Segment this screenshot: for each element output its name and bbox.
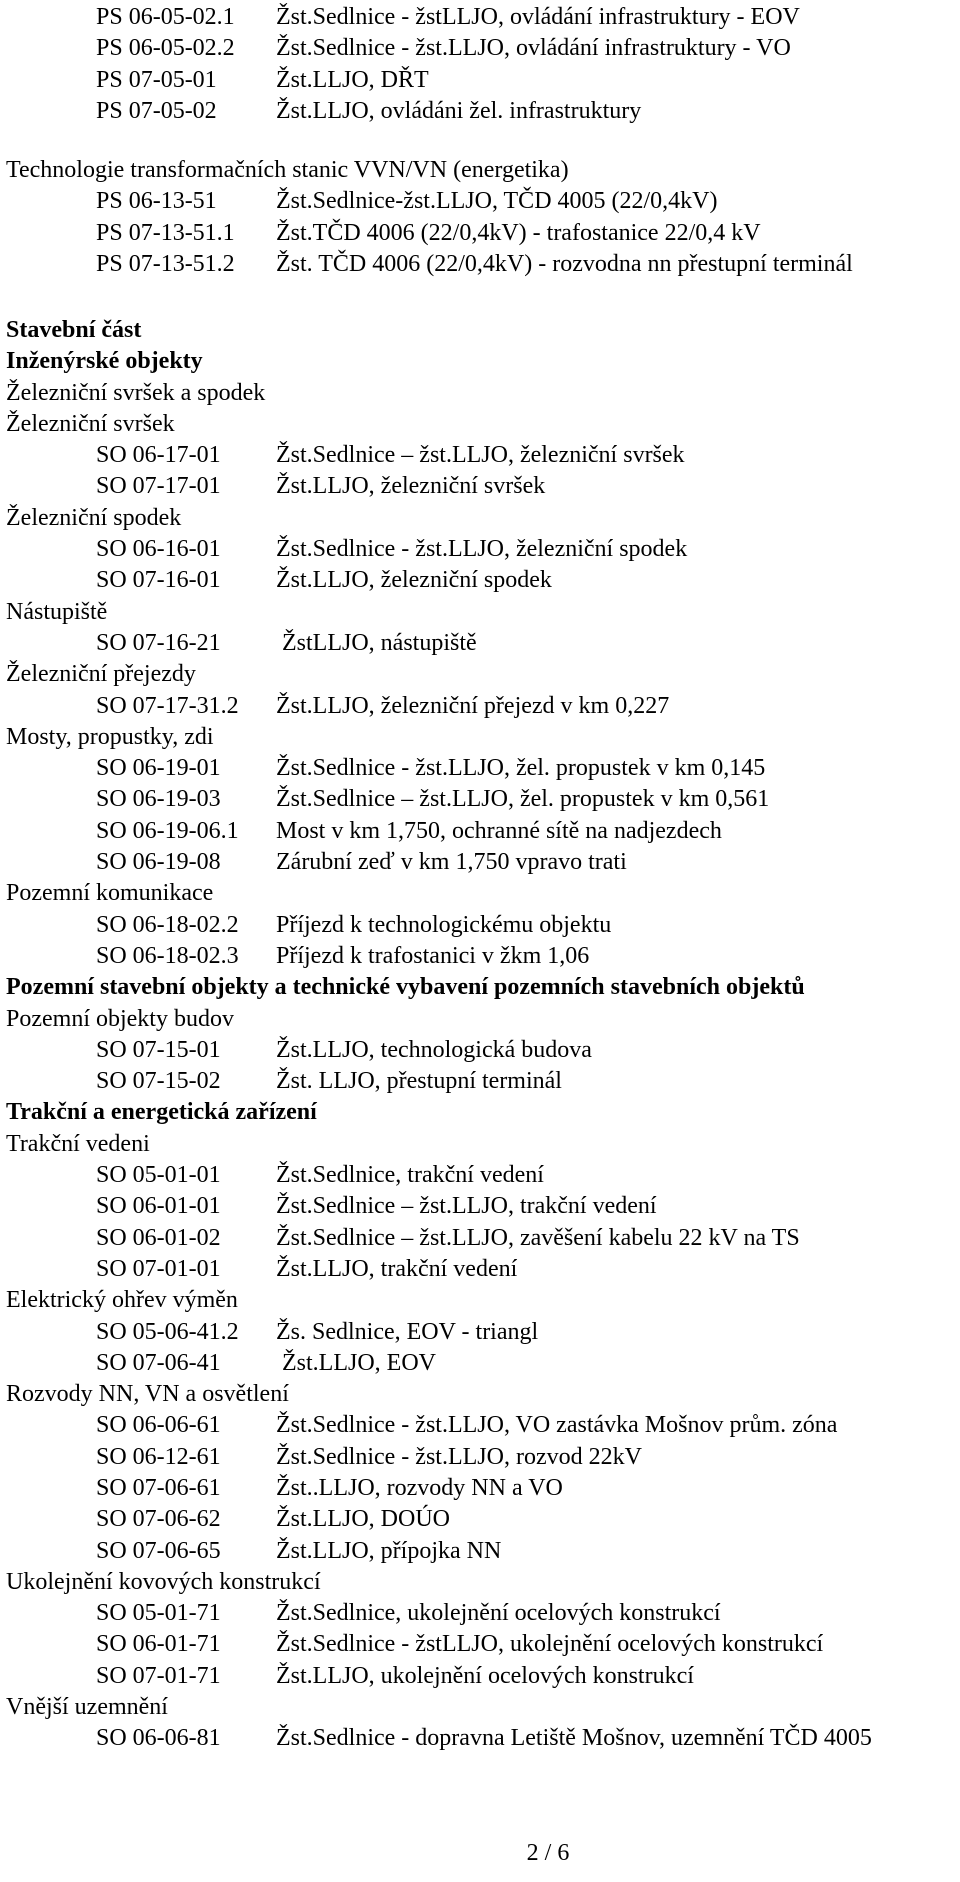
item-description: Žst.LLJO, technologická budova bbox=[276, 1036, 592, 1063]
object-row bbox=[0, 1035, 960, 1066]
item-description: Zárubní zeď v km 1,750 vpravo trati bbox=[276, 849, 627, 876]
subsection-heading: Pozemní komunikace bbox=[6, 880, 214, 907]
item-code: SO 06-16-01 bbox=[96, 536, 221, 563]
top-row bbox=[0, 2, 960, 33]
object-row bbox=[0, 1254, 960, 1285]
object-row bbox=[0, 1473, 960, 1504]
subsection-heading: Trakční vedeni bbox=[6, 1130, 150, 1157]
tech-row bbox=[0, 218, 960, 249]
item-code: SO 07-17-31.2 bbox=[96, 692, 239, 719]
top-row bbox=[0, 33, 960, 64]
item-code: SO 07-06-41 bbox=[96, 1349, 221, 1376]
object-row bbox=[0, 1160, 960, 1191]
object-row bbox=[0, 1629, 960, 1660]
item-description: Žst. TČD 4006 (22/0,4kV) - rozvodna nn přestupní terminál bbox=[276, 250, 853, 277]
item-code: SO 06-06-81 bbox=[96, 1725, 221, 1752]
subsection-heading: Ukolejnění kovových konstrukcí bbox=[6, 1568, 321, 1595]
object-row bbox=[0, 1223, 960, 1254]
item-description: Žst.Sedlnice - žst.LLJO, VO zastávka Mošnov prům. zóna bbox=[276, 1412, 838, 1439]
item-description: Žst.Sedlnice - žstLLJO, ukolejnění ocelových konstrukcí bbox=[276, 1631, 824, 1658]
item-code: SO 06-18-02.3 bbox=[96, 942, 239, 969]
item-code: SO 05-01-71 bbox=[96, 1600, 221, 1627]
top-row bbox=[0, 96, 960, 127]
section-heading: Pozemní stavební objekty a technické vybavení pozemních stavebních objektů bbox=[6, 974, 805, 1001]
section-heading: Trakční a energetická zařízení bbox=[6, 1099, 317, 1126]
object-row bbox=[0, 471, 960, 502]
item-code: PS 06-05-02.2 bbox=[96, 35, 235, 62]
item-code: SO 07-16-01 bbox=[96, 567, 221, 594]
item-code: SO 06-01-71 bbox=[96, 1631, 221, 1658]
object-row bbox=[0, 1191, 960, 1222]
item-code: SO 06-12-61 bbox=[96, 1443, 221, 1470]
top-row bbox=[0, 65, 960, 96]
item-code: SO 06-17-01 bbox=[96, 442, 221, 469]
item-description: Příjezd k trafostanici v žkm 1,06 bbox=[276, 942, 590, 969]
item-code: SO 07-17-01 bbox=[96, 473, 221, 500]
item-code: SO 06-19-08 bbox=[96, 849, 221, 876]
object-row bbox=[0, 1348, 960, 1379]
item-code: SO 07-06-62 bbox=[96, 1506, 221, 1533]
object-row bbox=[0, 816, 960, 847]
subsection-heading: Železniční přejezdy bbox=[6, 661, 196, 688]
item-description: ŽstLLJO, nástupiště bbox=[276, 629, 477, 656]
item-description: Žst.LLJO, trakční vedení bbox=[276, 1255, 518, 1282]
item-code: SO 06-06-61 bbox=[96, 1412, 221, 1439]
item-description: Žst.LLJO, přípojka NN bbox=[276, 1537, 502, 1564]
object-row bbox=[0, 847, 960, 878]
object-row bbox=[0, 1598, 960, 1629]
item-description: Žst.Sedlnice – žst.LLJO, zavěšení kabelu 22 kV na TS bbox=[276, 1224, 800, 1251]
item-description: Žst.Sedlnice-žst.LLJO, TČD 4005 (22/0,4kV) bbox=[276, 188, 718, 215]
item-code: SO 07-15-02 bbox=[96, 1068, 221, 1095]
item-description: Žst.LLJO, ukolejnění ocelových konstrukcí bbox=[276, 1662, 694, 1689]
item-description: Žst.Sedlnice, trakční vedení bbox=[276, 1162, 544, 1189]
item-code: PS 06-05-02.1 bbox=[96, 4, 235, 30]
object-list bbox=[0, 315, 960, 1755]
item-description: Žst.Sedlnice - žst.LLJO, žel. propustek v km 0,145 bbox=[276, 755, 766, 782]
subsection-heading: Mosty, propustky, zdi bbox=[6, 723, 214, 750]
item-description: Žst.LLJO, EOV bbox=[276, 1349, 436, 1376]
subsection-heading: Vnější uzemnění bbox=[6, 1694, 168, 1721]
item-code: SO 06-19-01 bbox=[96, 755, 221, 782]
tech-section bbox=[0, 155, 960, 280]
object-row bbox=[0, 1723, 960, 1754]
item-description: Žst.LLJO, železniční spodek bbox=[276, 567, 552, 594]
subsection-heading: Rozvody NN, VN a osvětlení bbox=[6, 1381, 289, 1408]
item-description: Žst.LLJO, železniční svršek bbox=[276, 473, 546, 500]
item-code: PS 07-13-51.2 bbox=[96, 250, 235, 277]
object-row bbox=[0, 565, 960, 596]
object-row bbox=[0, 910, 960, 941]
section-heading: Inženýrské objekty bbox=[6, 348, 203, 375]
item-description: Žs. Sedlnice, EOV - triangl bbox=[276, 1318, 539, 1345]
item-code: PS 07-13-51.1 bbox=[96, 219, 235, 246]
object-row bbox=[0, 534, 960, 565]
item-description: Most v km 1,750, ochranné sítě na nadjezdech bbox=[276, 817, 722, 844]
subsection-heading: Pozemní objekty budov bbox=[6, 1005, 234, 1032]
item-description: Žst.Sedlnice - žst.LLJO, ovládání infrastruktury - VO bbox=[276, 35, 791, 62]
item-code: SO 06-01-02 bbox=[96, 1224, 221, 1251]
object-row bbox=[0, 784, 960, 815]
item-code: SO 07-01-71 bbox=[96, 1662, 221, 1689]
object-row bbox=[0, 691, 960, 722]
subsection-heading: Železniční svršek a spodek bbox=[6, 379, 266, 406]
section-heading: Technologie transformačních stanic VVN/VN (energetika) bbox=[6, 157, 569, 183]
subsection-heading: Nástupiště bbox=[6, 598, 108, 625]
item-description: Žst.Sedlnice – žst.LLJO, železniční svršek bbox=[276, 442, 685, 469]
object-row bbox=[0, 753, 960, 784]
item-code: SO 06-18-02.2 bbox=[96, 911, 239, 938]
object-row bbox=[0, 1661, 960, 1692]
page-number: 2 / 6 bbox=[526, 1840, 570, 1866]
item-code: SO 05-01-01 bbox=[96, 1162, 221, 1189]
item-description: Žst.LLJO, ovládáni žel. infrastruktury bbox=[276, 97, 642, 124]
subsection-heading: Železniční svršek bbox=[6, 410, 175, 437]
subsection-heading: Elektrický ohřev výměn bbox=[6, 1287, 238, 1314]
item-description: Žst.Sedlnice - žst.LLJO, železniční spodek bbox=[276, 536, 688, 563]
item-code: SO 07-06-65 bbox=[96, 1537, 221, 1564]
item-code: SO 06-19-03 bbox=[96, 786, 221, 813]
item-code: PS 07-05-02 bbox=[96, 97, 217, 124]
item-code: PS 06-13-51 bbox=[96, 188, 217, 215]
object-row bbox=[0, 1410, 960, 1441]
item-code: SO 07-16-21 bbox=[96, 629, 221, 656]
item-code: PS 07-05-01 bbox=[96, 66, 217, 93]
item-description: Žst.Sedlnice – žst.LLJO, žel. propustek v km 0,561 bbox=[276, 786, 770, 813]
item-description: Žst.LLJO, železniční přejezd v km 0,227 bbox=[276, 692, 670, 719]
section-heading: Stavební část bbox=[6, 317, 142, 343]
item-code: SO 07-15-01 bbox=[96, 1036, 221, 1063]
item-code: SO 06-19-06.1 bbox=[96, 817, 239, 844]
item-description: Žst.Sedlnice - žst.LLJO, rozvod 22kV bbox=[276, 1443, 642, 1470]
item-description: Žst.Sedlnice - dopravna Letiště Mošnov, uzemnění TČD 4005 bbox=[276, 1725, 872, 1752]
object-row bbox=[0, 628, 960, 659]
item-description: Žst..LLJO, rozvody NN a VO bbox=[276, 1474, 563, 1501]
item-code: SO 07-06-61 bbox=[96, 1474, 221, 1501]
object-row bbox=[0, 1504, 960, 1535]
item-description: Žst.LLJO, DOÚO bbox=[276, 1506, 450, 1533]
item-description: Žst.Sedlnice, ukolejnění ocelových konstrukcí bbox=[276, 1600, 721, 1627]
object-row bbox=[0, 1442, 960, 1473]
item-code: SO 05-06-41.2 bbox=[96, 1318, 239, 1345]
item-code: SO 06-01-01 bbox=[96, 1193, 221, 1220]
subsection-heading: Železniční spodek bbox=[6, 504, 182, 531]
top-rows bbox=[0, 2, 960, 127]
item-description: Žst. LLJO, přestupní terminál bbox=[276, 1068, 562, 1095]
item-description: Příjezd k technologickému objektu bbox=[276, 911, 612, 938]
object-row bbox=[0, 1317, 960, 1348]
item-description: Žst.Sedlnice - žstLLJO, ovládání infrastruktury - EOV bbox=[276, 4, 800, 30]
item-description: Žst.Sedlnice – žst.LLJO, trakční vedení bbox=[276, 1193, 657, 1220]
object-row bbox=[0, 440, 960, 471]
tech-row bbox=[0, 186, 960, 217]
item-description: Žst.TČD 4006 (22/0,4kV) - trafostanice 22/0,4 kV bbox=[276, 219, 761, 246]
object-row bbox=[0, 1066, 960, 1097]
item-code: SO 07-01-01 bbox=[96, 1255, 221, 1282]
tech-row bbox=[0, 249, 960, 280]
object-row bbox=[0, 1536, 960, 1567]
object-row bbox=[0, 941, 960, 972]
item-description: Žst.LLJO, DŘT bbox=[276, 66, 429, 93]
